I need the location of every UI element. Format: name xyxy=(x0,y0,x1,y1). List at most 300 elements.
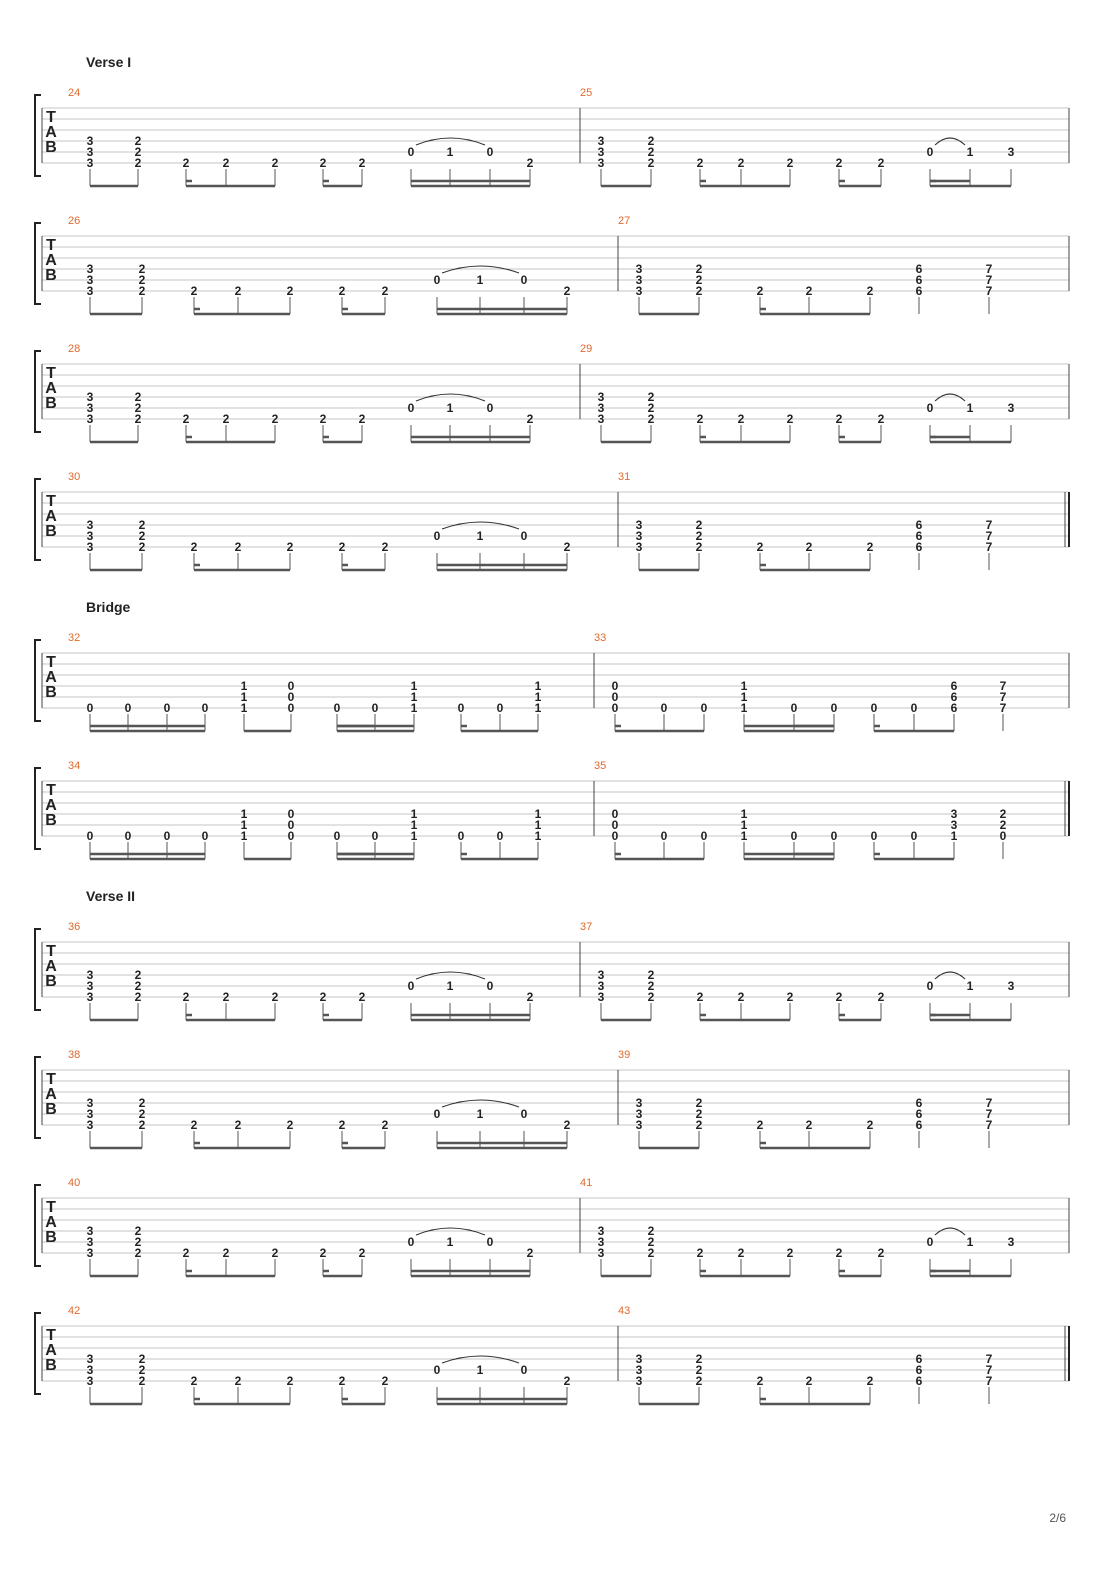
fret-number: 0 xyxy=(201,829,209,843)
fret-number: 2 xyxy=(338,1374,346,1388)
fret-number: 2 xyxy=(222,1246,230,1260)
fret-number: 2 xyxy=(877,1246,885,1260)
fret-number: 2 xyxy=(805,284,813,298)
fret-number: 0 xyxy=(926,401,934,415)
fret-number: 2 xyxy=(138,273,146,287)
tab-clef-letter: B xyxy=(45,973,57,990)
fret-number: 2 xyxy=(563,284,571,298)
fret-number: 7 xyxy=(999,701,1007,715)
fret-number: 2 xyxy=(222,412,230,426)
fret-number: 0 xyxy=(700,829,708,843)
fret-number: 2 xyxy=(138,284,146,298)
fret-number: 2 xyxy=(696,1246,704,1260)
fret-number: 2 xyxy=(182,990,190,1004)
fret-number: 1 xyxy=(740,690,748,704)
fret-number: 2 xyxy=(138,1107,146,1121)
tab-clef-letter: B xyxy=(45,523,57,540)
fret-number: 1 xyxy=(240,701,248,715)
tab-clef-letter: T xyxy=(46,365,56,382)
measure-number: 33 xyxy=(594,632,607,644)
fret-number: 3 xyxy=(1007,1235,1015,1249)
fret-number: 0 xyxy=(407,1235,415,1249)
fret-number: 2 xyxy=(835,412,843,426)
tab-clef-letter: A xyxy=(45,124,57,141)
fret-number: 2 xyxy=(647,134,655,148)
tab-clef-letter: B xyxy=(45,1229,57,1246)
system-bracket xyxy=(35,351,41,432)
fret-number: 2 xyxy=(222,156,230,170)
tab-clef-letter: A xyxy=(45,252,57,269)
fret-number: 0 xyxy=(287,807,295,821)
fret-number: 1 xyxy=(740,829,748,843)
fret-number: 2 xyxy=(805,540,813,554)
fret-number: 2 xyxy=(526,156,534,170)
fret-number: 1 xyxy=(410,701,418,715)
fret-number: 1 xyxy=(534,679,542,693)
fret-number: 0 xyxy=(520,529,528,543)
fret-number: 0 xyxy=(790,701,798,715)
fret-number: 0 xyxy=(486,145,494,159)
fret-number: 2 xyxy=(138,262,146,276)
tab-clef-letter: T xyxy=(46,654,56,671)
fret-number: 2 xyxy=(234,540,242,554)
fret-number: 3 xyxy=(86,134,94,148)
fret-number: 7 xyxy=(999,690,1007,704)
fret-number: 3 xyxy=(86,540,94,554)
fret-number: 1 xyxy=(446,979,454,993)
fret-number: 0 xyxy=(201,701,209,715)
fret-number: 7 xyxy=(999,679,1007,693)
fret-number: 0 xyxy=(433,529,441,543)
fret-number: 2 xyxy=(695,1363,703,1377)
fret-number: 3 xyxy=(597,979,605,993)
fret-number: 2 xyxy=(696,412,704,426)
fret-number: 2 xyxy=(647,1224,655,1238)
tab-clef-letter: A xyxy=(45,797,57,814)
fret-number: 3 xyxy=(86,262,94,276)
tab-clef-letter: A xyxy=(45,380,57,397)
tab-clef-letter: A xyxy=(45,1086,57,1103)
fret-number: 0 xyxy=(371,701,379,715)
fret-number: 0 xyxy=(496,829,504,843)
fret-number: 2 xyxy=(563,1374,571,1388)
fret-number: 2 xyxy=(695,540,703,554)
fret-number: 2 xyxy=(286,540,294,554)
fret-number: 6 xyxy=(950,701,958,715)
fret-number: 1 xyxy=(410,829,418,843)
tab-clef-letter: T xyxy=(46,1199,56,1216)
fret-number: 0 xyxy=(611,679,619,693)
fret-number: 3 xyxy=(635,1352,643,1366)
tab-clef-letter: T xyxy=(46,237,56,254)
fret-number: 2 xyxy=(695,273,703,287)
fret-number: 0 xyxy=(287,690,295,704)
fret-number: 3 xyxy=(597,390,605,404)
fret-number: 0 xyxy=(333,701,341,715)
fret-number: 3 xyxy=(86,1118,94,1132)
system-bracket xyxy=(35,929,41,1010)
fret-number: 3 xyxy=(597,134,605,148)
fret-number: 2 xyxy=(835,156,843,170)
fret-number: 0 xyxy=(407,979,415,993)
fret-number: 0 xyxy=(333,829,341,843)
fret-number: 6 xyxy=(950,690,958,704)
fret-number: 2 xyxy=(786,990,794,1004)
fret-number: 0 xyxy=(457,701,465,715)
fret-number: 1 xyxy=(240,679,248,693)
fret-number: 6 xyxy=(915,284,923,298)
fret-number: 0 xyxy=(163,701,171,715)
fret-number: 2 xyxy=(647,156,655,170)
fret-number: 2 xyxy=(138,529,146,543)
fret-number: 6 xyxy=(915,1107,923,1121)
fret-number: 0 xyxy=(870,701,878,715)
fret-number: 2 xyxy=(134,412,142,426)
tab-clef-letter: T xyxy=(46,1327,56,1344)
fret-number: 3 xyxy=(86,1352,94,1366)
fret-number: 2 xyxy=(222,990,230,1004)
page-number: 2/6 xyxy=(1049,1511,1066,1525)
fret-number: 7 xyxy=(985,1118,993,1132)
fret-number: 3 xyxy=(1007,979,1015,993)
fret-number: 2 xyxy=(319,156,327,170)
fret-number: 2 xyxy=(319,412,327,426)
fret-number: 1 xyxy=(240,829,248,843)
fret-number: 2 xyxy=(234,284,242,298)
system-bracket xyxy=(35,640,41,721)
fret-number: 2 xyxy=(647,145,655,159)
fret-number: 1 xyxy=(410,807,418,821)
fret-number: 2 xyxy=(381,1374,389,1388)
measure-number: 32 xyxy=(68,632,81,644)
fret-number: 0 xyxy=(124,701,132,715)
fret-number: 0 xyxy=(926,145,934,159)
fret-number: 0 xyxy=(407,145,415,159)
fret-number: 3 xyxy=(597,145,605,159)
fret-number: 3 xyxy=(86,390,94,404)
fret-number: 2 xyxy=(286,284,294,298)
fret-number: 1 xyxy=(950,829,958,843)
fret-number: 0 xyxy=(830,701,838,715)
fret-number: 3 xyxy=(635,529,643,543)
fret-number: 6 xyxy=(915,1363,923,1377)
fret-number: 2 xyxy=(695,1374,703,1388)
fret-number: 2 xyxy=(999,807,1007,821)
fret-number: 0 xyxy=(611,818,619,832)
fret-number: 7 xyxy=(985,273,993,287)
tab-clef-letter: B xyxy=(45,1357,57,1374)
fret-number: 0 xyxy=(287,829,295,843)
measure-number: 28 xyxy=(68,343,81,355)
fret-number: 3 xyxy=(635,273,643,287)
fret-number: 2 xyxy=(526,1246,534,1260)
tab-clef-letter: B xyxy=(45,812,57,829)
fret-number: 3 xyxy=(597,156,605,170)
fret-number: 2 xyxy=(695,1352,703,1366)
fret-number: 3 xyxy=(635,1374,643,1388)
fret-number: 2 xyxy=(786,156,794,170)
fret-number: 0 xyxy=(926,1235,934,1249)
fret-number: 0 xyxy=(910,829,918,843)
fret-number: 7 xyxy=(985,529,993,543)
fret-number: 0 xyxy=(700,701,708,715)
fret-number: 1 xyxy=(446,1235,454,1249)
fret-number: 0 xyxy=(830,829,838,843)
fret-number: 1 xyxy=(534,807,542,821)
fret-number: 3 xyxy=(597,990,605,1004)
measure-number: 36 xyxy=(68,921,81,933)
fret-number: 1 xyxy=(534,829,542,843)
fret-number: 3 xyxy=(635,1363,643,1377)
fret-number: 3 xyxy=(597,1224,605,1238)
fret-number: 6 xyxy=(915,1118,923,1132)
fret-number: 3 xyxy=(635,284,643,298)
fret-number: 2 xyxy=(999,818,1007,832)
fret-number: 3 xyxy=(1007,401,1015,415)
fret-number: 1 xyxy=(410,679,418,693)
fret-number: 0 xyxy=(124,829,132,843)
fret-number: 0 xyxy=(926,979,934,993)
fret-number: 2 xyxy=(647,1235,655,1249)
fret-number: 3 xyxy=(86,1235,94,1249)
tab-clef-letter: T xyxy=(46,493,56,510)
fret-number: 2 xyxy=(695,1118,703,1132)
fret-number: 2 xyxy=(138,1096,146,1110)
fret-number: 3 xyxy=(86,412,94,426)
fret-number: 3 xyxy=(950,807,958,821)
fret-number: 7 xyxy=(985,1352,993,1366)
fret-number: 2 xyxy=(695,529,703,543)
fret-number: 0 xyxy=(870,829,878,843)
fret-number: 6 xyxy=(915,262,923,276)
fret-number: 2 xyxy=(563,1118,571,1132)
fret-number: 2 xyxy=(835,990,843,1004)
fret-number: 2 xyxy=(134,979,142,993)
fret-number: 0 xyxy=(660,829,668,843)
fret-number: 0 xyxy=(910,701,918,715)
fret-number: 1 xyxy=(410,818,418,832)
fret-number: 3 xyxy=(86,518,94,532)
fret-number: 2 xyxy=(695,1096,703,1110)
fret-number: 7 xyxy=(985,518,993,532)
fret-number: 6 xyxy=(915,273,923,287)
fret-number: 7 xyxy=(985,540,993,554)
fret-number: 2 xyxy=(338,540,346,554)
fret-number: 3 xyxy=(86,1363,94,1377)
measure-number: 24 xyxy=(68,87,81,99)
fret-number: 2 xyxy=(756,540,764,554)
fret-number: 2 xyxy=(526,412,534,426)
fret-number: 3 xyxy=(597,401,605,415)
fret-number: 2 xyxy=(182,156,190,170)
fret-number: 2 xyxy=(134,390,142,404)
measure-number: 38 xyxy=(68,1049,81,1061)
fret-number: 0 xyxy=(611,690,619,704)
fret-number: 2 xyxy=(805,1374,813,1388)
fret-number: 2 xyxy=(737,990,745,1004)
fret-number: 2 xyxy=(271,412,279,426)
fret-number: 0 xyxy=(611,807,619,821)
fret-number: 2 xyxy=(756,284,764,298)
fret-number: 1 xyxy=(534,690,542,704)
fret-number: 2 xyxy=(138,1352,146,1366)
fret-number: 2 xyxy=(271,1246,279,1260)
fret-number: 7 xyxy=(985,262,993,276)
fret-number: 2 xyxy=(286,1374,294,1388)
fret-number: 2 xyxy=(866,284,874,298)
fret-number: 3 xyxy=(597,1235,605,1249)
fret-number: 3 xyxy=(86,284,94,298)
fret-number: 3 xyxy=(86,529,94,543)
fret-number: 3 xyxy=(86,273,94,287)
fret-number: 0 xyxy=(486,401,494,415)
fret-number: 3 xyxy=(86,1224,94,1238)
fret-number: 6 xyxy=(915,540,923,554)
measure-number: 31 xyxy=(618,471,631,483)
fret-number: 2 xyxy=(647,1246,655,1260)
fret-number: 3 xyxy=(86,401,94,415)
fret-number: 2 xyxy=(756,1374,764,1388)
section-title: Verse I xyxy=(86,54,132,70)
fret-number: 2 xyxy=(286,1118,294,1132)
fret-number: 3 xyxy=(635,540,643,554)
fret-number: 2 xyxy=(358,1246,366,1260)
fret-number: 3 xyxy=(86,1374,94,1388)
fret-number: 2 xyxy=(805,1118,813,1132)
fret-number: 2 xyxy=(786,1246,794,1260)
fret-number: 6 xyxy=(915,1352,923,1366)
measure-number: 35 xyxy=(594,760,607,772)
fret-number: 2 xyxy=(138,1374,146,1388)
fret-number: 1 xyxy=(476,529,484,543)
tab-clef-letter: B xyxy=(45,139,57,156)
fret-number: 2 xyxy=(138,518,146,532)
fret-number: 1 xyxy=(476,1107,484,1121)
fret-number: 3 xyxy=(635,262,643,276)
fret-number: 2 xyxy=(358,156,366,170)
tab-clef-letter: B xyxy=(45,1101,57,1118)
fret-number: 0 xyxy=(611,701,619,715)
fret-number: 1 xyxy=(240,807,248,821)
fret-number: 1 xyxy=(966,401,974,415)
tab-clef-letter: B xyxy=(45,395,57,412)
fret-number: 1 xyxy=(966,979,974,993)
fret-number: 2 xyxy=(134,145,142,159)
system-bracket xyxy=(35,1185,41,1266)
fret-number: 3 xyxy=(86,1246,94,1260)
fret-number: 2 xyxy=(647,412,655,426)
fret-number: 1 xyxy=(446,401,454,415)
fret-number: 1 xyxy=(476,273,484,287)
fret-number: 6 xyxy=(950,679,958,693)
fret-number: 1 xyxy=(966,1235,974,1249)
fret-number: 0 xyxy=(433,1107,441,1121)
fret-number: 3 xyxy=(86,145,94,159)
fret-number: 2 xyxy=(138,1363,146,1377)
fret-number: 0 xyxy=(520,1107,528,1121)
fret-number: 1 xyxy=(740,701,748,715)
fret-number: 3 xyxy=(86,990,94,1004)
fret-number: 0 xyxy=(163,829,171,843)
tab-clef-letter: A xyxy=(45,1342,57,1359)
tab-clef-letter: B xyxy=(45,684,57,701)
fret-number: 0 xyxy=(520,1363,528,1377)
fret-number: 2 xyxy=(134,156,142,170)
fret-number: 2 xyxy=(271,156,279,170)
fret-number: 2 xyxy=(190,1374,198,1388)
fret-number: 3 xyxy=(86,156,94,170)
fret-number: 2 xyxy=(271,990,279,1004)
measure-number: 27 xyxy=(618,215,631,227)
fret-number: 2 xyxy=(381,284,389,298)
fret-number: 7 xyxy=(985,284,993,298)
fret-number: 0 xyxy=(433,1363,441,1377)
measure-number: 40 xyxy=(68,1177,81,1189)
fret-number: 3 xyxy=(635,1096,643,1110)
fret-number: 2 xyxy=(134,968,142,982)
fret-number: 2 xyxy=(737,156,745,170)
fret-number: 3 xyxy=(635,1107,643,1121)
fret-number: 2 xyxy=(338,1118,346,1132)
fret-number: 2 xyxy=(866,1118,874,1132)
fret-number: 2 xyxy=(737,1246,745,1260)
fret-number: 2 xyxy=(319,1246,327,1260)
measure-number: 26 xyxy=(68,215,81,227)
fret-number: 2 xyxy=(786,412,794,426)
fret-number: 2 xyxy=(866,1374,874,1388)
fret-number: 3 xyxy=(635,518,643,532)
fret-number: 6 xyxy=(915,529,923,543)
fret-number: 7 xyxy=(985,1374,993,1388)
fret-number: 2 xyxy=(695,1107,703,1121)
fret-number: 2 xyxy=(381,1118,389,1132)
fret-number: 1 xyxy=(740,807,748,821)
fret-number: 2 xyxy=(134,1235,142,1249)
system-bracket xyxy=(35,95,41,176)
fret-number: 2 xyxy=(695,284,703,298)
measure-number: 29 xyxy=(580,343,593,355)
system-bracket xyxy=(35,1057,41,1138)
fret-number: 0 xyxy=(790,829,798,843)
fret-number: 1 xyxy=(740,818,748,832)
fret-number: 2 xyxy=(835,1246,843,1260)
system-bracket xyxy=(35,223,41,304)
fret-number: 2 xyxy=(134,990,142,1004)
fret-number: 0 xyxy=(999,829,1007,843)
fret-number: 2 xyxy=(381,540,389,554)
section-title: Bridge xyxy=(86,599,131,615)
fret-number: 2 xyxy=(234,1118,242,1132)
fret-number: 6 xyxy=(915,1096,923,1110)
fret-number: 2 xyxy=(134,1246,142,1260)
fret-number: 2 xyxy=(138,540,146,554)
fret-number: 2 xyxy=(358,412,366,426)
fret-number: 3 xyxy=(597,412,605,426)
measure-number: 41 xyxy=(580,1177,593,1189)
fret-number: 2 xyxy=(138,1118,146,1132)
measure-number: 42 xyxy=(68,1305,81,1317)
fret-number: 2 xyxy=(182,1246,190,1260)
fret-number: 2 xyxy=(319,990,327,1004)
tab-clef-letter: T xyxy=(46,782,56,799)
fret-number: 2 xyxy=(647,401,655,415)
fret-number: 2 xyxy=(526,990,534,1004)
fret-number: 2 xyxy=(234,1374,242,1388)
fret-number: 0 xyxy=(86,701,94,715)
fret-number: 2 xyxy=(563,540,571,554)
fret-number: 2 xyxy=(182,412,190,426)
fret-number: 7 xyxy=(985,1363,993,1377)
